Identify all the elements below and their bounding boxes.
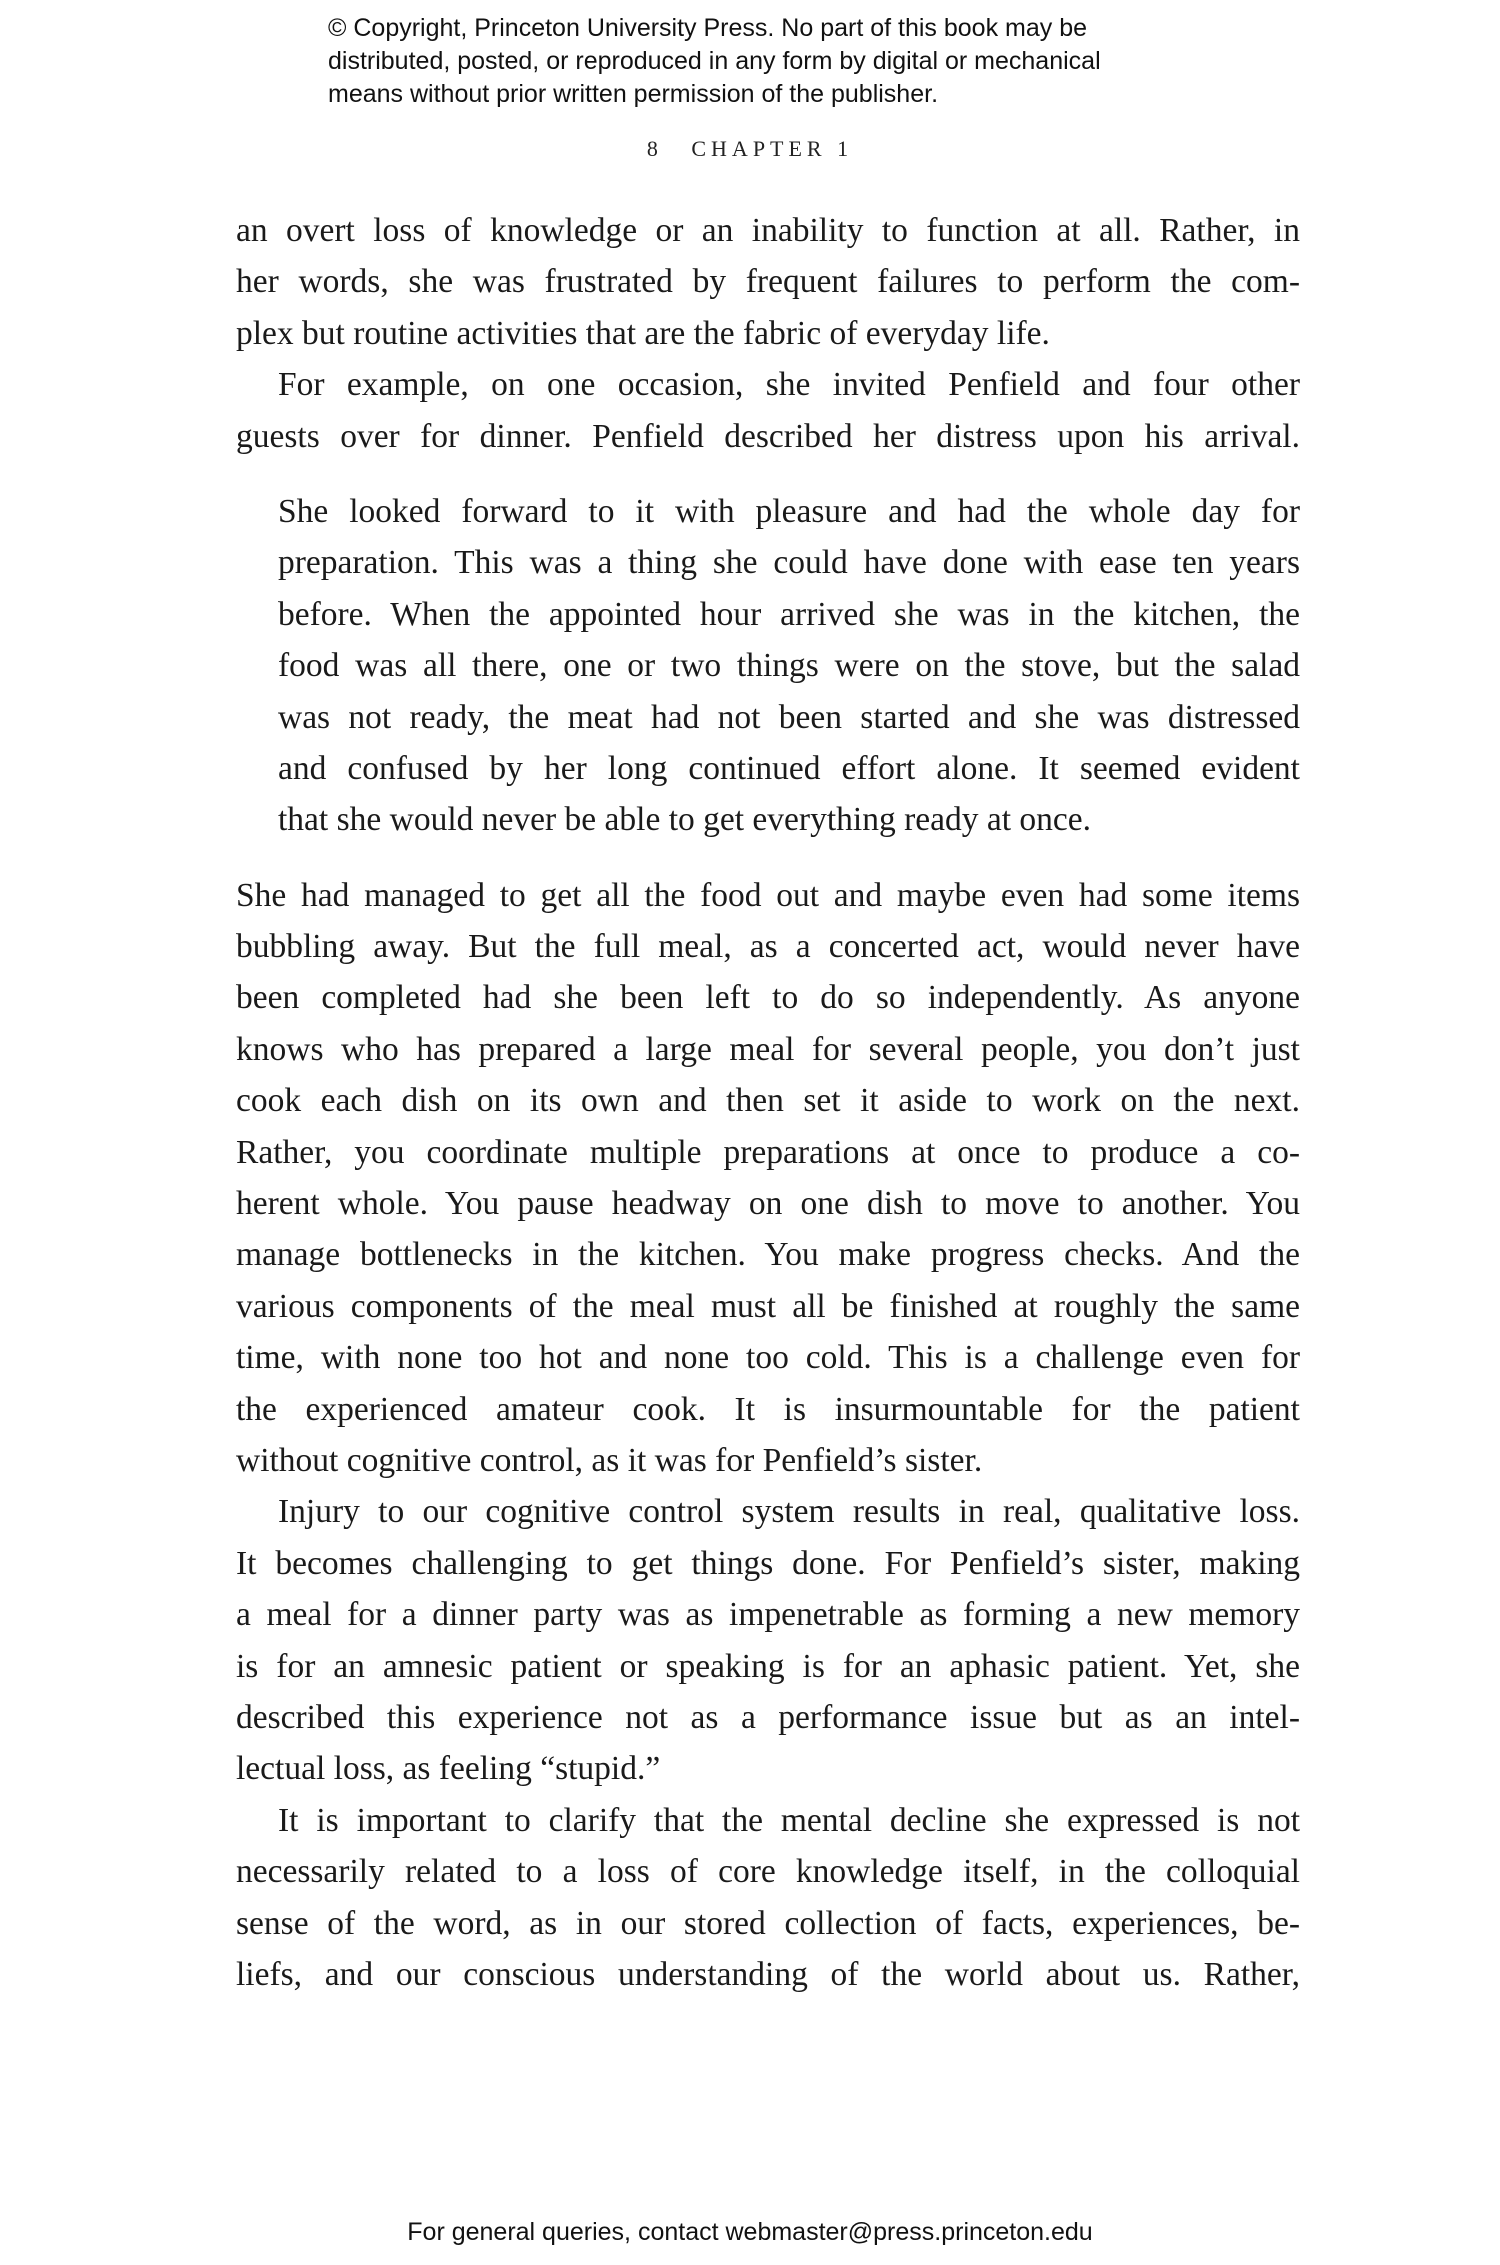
text-line: sense of the word, as in our stored collection of facts, experiences, be- (236, 1904, 1300, 1942)
text-line: Rather, you coordinate multiple preparations at once to produce a co- (236, 1133, 1300, 1171)
quote-line: preparation. This was a thing she could have done with ease ten years (278, 544, 1300, 582)
text-line: plex but routine activities that are the fabric of everyday life. (236, 314, 1050, 352)
paragraph (236, 359, 1300, 462)
block-quote (278, 486, 1300, 846)
text-line: guests over for dinner. Penfield described her distress upon his arrival. (236, 417, 1300, 455)
text-line: Injury to our cognitive control system results in real, qualitative loss. (278, 1493, 1300, 1531)
text-line: described this experience not as a performance issue but as an intel- (236, 1698, 1300, 1736)
copyright-notice (328, 12, 1228, 111)
footer-contact: For general queries, contact webmaster@press.princeton.edu (407, 2218, 1093, 2246)
text-line: a meal for a dinner party was as impenetrable as forming a new memory (236, 1596, 1300, 1634)
page-body (236, 205, 1300, 2000)
text-line: her words, she was frustrated by frequent failures to perform the com- (236, 263, 1300, 301)
text-line: an overt loss of knowledge or an inability to function at all. Rather, in (236, 212, 1300, 249)
paragraph (236, 870, 1300, 1487)
copyright-line: distributed, posted, or reproduced in any form by digital or mechanical (328, 47, 1101, 75)
text-line: cook each dish on its own and then set it aside to work on the next. (236, 1082, 1300, 1120)
page-number: 8 (646, 136, 658, 161)
quote-line: that she would never be able to get everything ready at once. (278, 801, 1091, 839)
text-line: necessarily related to a loss of core knowledge itself, in the colloquial (236, 1853, 1300, 1891)
copyright-line: means without prior written permission of the publisher. (328, 80, 939, 108)
text-line: various components of the meal must all be finished at roughly the same (236, 1287, 1300, 1325)
text-line: time, with none too hot and none too cold. This is a challenge even for (236, 1339, 1300, 1377)
text-line: knows who has prepared a large meal for several people, you don’t just (236, 1030, 1300, 1068)
text-line: without cognitive control, as it was for Penfield’s sister. (236, 1441, 983, 1479)
chapter-label: CHAPTER 1 (691, 136, 854, 161)
paragraph (236, 205, 1300, 359)
quote-line: and confused by her long continued effort alone. It seemed evident (278, 749, 1300, 787)
text-line: She had managed to get all the food out and maybe even had some items (236, 876, 1300, 914)
paragraph (236, 1486, 1300, 1794)
running-head (0, 136, 1500, 162)
text-line: It becomes challenging to get things done. For Penfield’s sister, making (236, 1544, 1300, 1582)
quote-line: food was all there, one or two things were on the stove, but the salad (278, 647, 1300, 685)
text-line: manage bottlenecks in the kitchen. You make progress checks. And the (236, 1236, 1300, 1274)
text-line: is for an amnesic patient or speaking is for an aphasic patient. Yet, she (236, 1647, 1300, 1685)
quote-line: before. When the appointed hour arrived she was in the kitchen, the (278, 595, 1300, 633)
text-line: bubbling away. But the full meal, as a concerted act, would never have (236, 928, 1300, 966)
text-line: It is important to clarify that the mental decline she expressed is not (278, 1801, 1300, 1839)
text-line: lectual loss, as feeling “stupid.” (236, 1750, 661, 1788)
quote-line: was not ready, the meat had not been started and she was distressed (278, 698, 1300, 736)
text-line: liefs, and our conscious understanding of the world about us. Rather, (236, 1955, 1300, 1993)
text-line: For example, on one occasion, she invited Penfield and four other (278, 366, 1300, 404)
text-line: herent whole. You pause headway on one dish to move to another. You (236, 1185, 1300, 1223)
text-line: the experienced amateur cook. It is insurmountable for the patient (236, 1390, 1300, 1428)
copyright-line: © Copyright, Princeton University Press. No part of this book may be (328, 14, 1088, 42)
quote-line: She looked forward to it with pleasure and had the whole day for (278, 492, 1300, 530)
paragraph (236, 1795, 1300, 2001)
text-line: been completed had she been left to do so independently. As anyone (236, 979, 1300, 1017)
